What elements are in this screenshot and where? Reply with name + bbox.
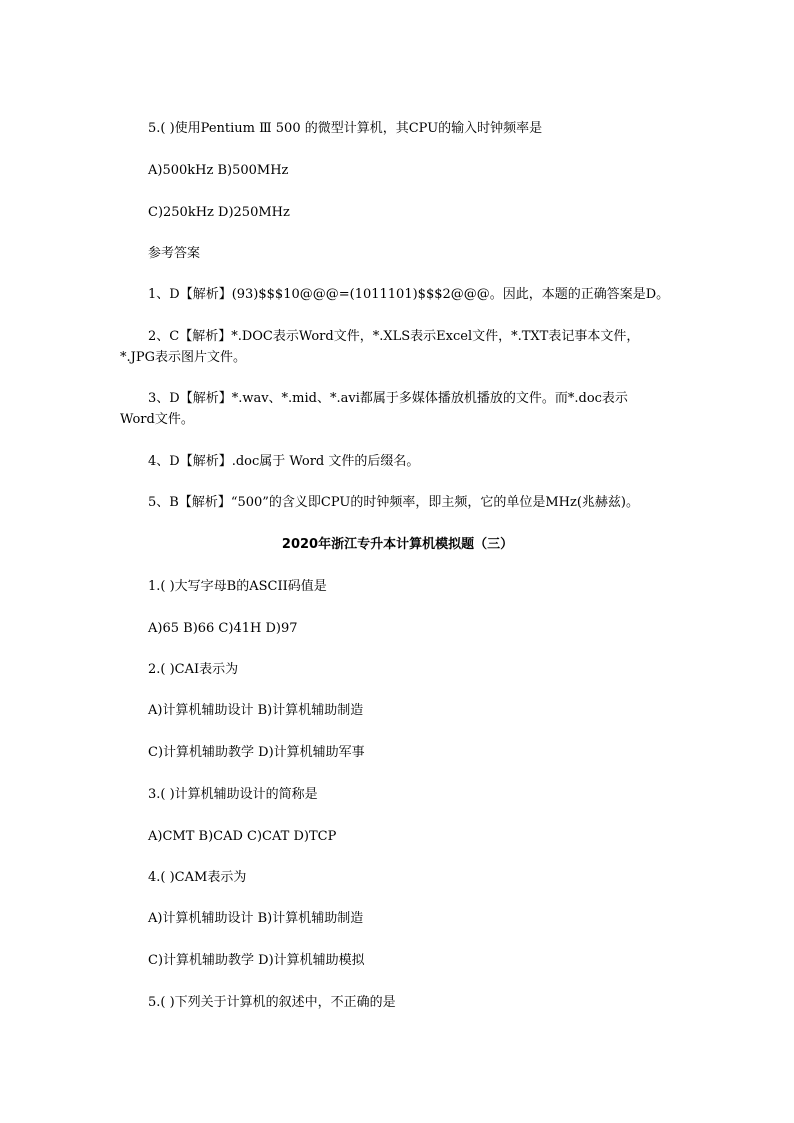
answer-3-line-1: 3、D【解析】*.wav、*.mid、*.avi都属于多媒体播放机播放的文件。而*.doc表示 — [148, 391, 628, 406]
question-4-options-cd: C)计算机辅助教学 D)计算机辅助模拟 — [148, 953, 365, 968]
question-5: 5.( )下列关于计算机的叙述中，不正确的是 — [148, 995, 396, 1010]
question-1-options: A)65 B)66 C)41H D)97 — [148, 621, 298, 636]
answer-4: 4、D【解析】.doc属于 Word 文件的后缀名。 — [148, 454, 420, 469]
question-4: 4.( )CAM表示为 — [148, 870, 247, 885]
answer-2-line-2: *.JPG表示图片文件。 — [120, 350, 246, 365]
answers-heading: 参考答案 — [148, 246, 201, 261]
answer-2-line-1: 2、C【解析】*.DOC表示Word文件，*.XLS表示Excel文件，*.TXT表记事本文件， — [148, 329, 640, 344]
answer-3-line-2: Word文件。 — [120, 412, 194, 427]
question-5-prev: 5.( )使用Pentium Ⅲ 500 的微型计算机，其CPU的输入时钟频率是 — [148, 121, 543, 136]
question-5-prev-options-ab: A)500kHz B)500MHz — [148, 163, 289, 178]
question-2-options-ab: A)计算机辅助设计 B)计算机辅助制造 — [148, 703, 364, 718]
question-3: 3.( )计算机辅助设计的简称是 — [148, 787, 318, 802]
question-3-options: A)CMT B)CAD C)CAT D)TCP — [148, 829, 337, 844]
answer-5: 5、B【解析】“500”的含义即CPU的时钟频率，即主频，它的单位是MHz(兆赫兹)。 — [148, 495, 639, 510]
question-4-options-ab: A)计算机辅助设计 B)计算机辅助制造 — [148, 911, 364, 926]
question-2: 2.( )CAI表示为 — [148, 662, 239, 677]
answer-1: 1、D【解析】(93)$$$10@@@=(1011101)$$$2@@@。因此，本题的正确答案是D。 — [148, 287, 670, 302]
section-title: 2020年浙江专升本计算机模拟题（三） — [281, 537, 514, 552]
question-5-prev-options-cd: C)250kHz D)250MHz — [148, 205, 290, 220]
question-2-options-cd: C)计算机辅助教学 D)计算机辅助军事 — [148, 745, 365, 760]
question-1: 1.( )大写字母B的ASCII码值是 — [148, 579, 327, 594]
